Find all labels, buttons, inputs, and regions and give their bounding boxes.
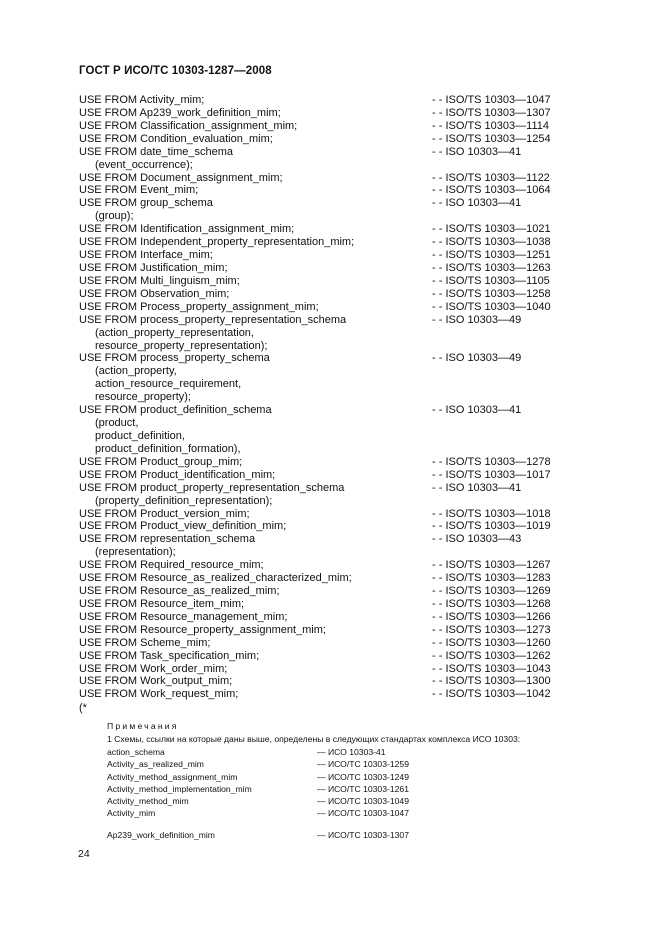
code-comment-ref: - - ISO/TS 10303—1019 bbox=[432, 520, 551, 533]
code-line bbox=[79, 340, 579, 353]
code-comment-ref: - - ISO 10303—41 bbox=[432, 197, 522, 210]
code-comment-ref: - - ISO 10303—41 bbox=[432, 404, 522, 417]
code-comment-ref: - - ISO 10303—41 bbox=[432, 145, 522, 158]
code-statement: resource_property); bbox=[95, 391, 191, 404]
code-comment-ref: - - ISO/TS 10303—1278 bbox=[432, 455, 551, 468]
code-comment-ref: - - ISO/TS 10303—1047 bbox=[432, 94, 551, 106]
notes-list-2 bbox=[107, 829, 520, 841]
code-line bbox=[79, 546, 579, 559]
note-row bbox=[107, 746, 520, 758]
code-comment-ref: - - ISO/TS 10303—1273 bbox=[432, 623, 551, 636]
code-line bbox=[79, 533, 579, 546]
code-statement: USE FROM Observation_mim; bbox=[79, 287, 230, 300]
note-row bbox=[107, 807, 520, 819]
code-line bbox=[79, 688, 579, 701]
code-line bbox=[79, 572, 579, 585]
code-line bbox=[79, 469, 579, 482]
code-line bbox=[79, 327, 579, 340]
code-line bbox=[79, 184, 579, 197]
page-header: ГОСТ Р ИСО/ТС 10303-1287—2008 bbox=[79, 65, 272, 77]
code-comment-ref: - - ISO/TS 10303—1043 bbox=[432, 662, 551, 675]
note-schema-name: Activity_method_implementation_mim bbox=[107, 783, 252, 794]
code-line bbox=[79, 430, 579, 443]
code-statement: USE FROM Identification_assignment_mim; bbox=[79, 223, 295, 236]
code-statement: USE FROM Ap239_work_definition_mim; bbox=[79, 106, 281, 119]
code-statement: USE FROM Product_identification_mim; bbox=[79, 468, 276, 481]
code-statement: (event_occurrence); bbox=[95, 158, 193, 171]
note-standard-ref: — ИСО/ТС 10303-1249 bbox=[317, 771, 409, 782]
code-comment-ref: - - ISO/TS 10303—1251 bbox=[432, 249, 551, 262]
code-comment-ref: - - ISO/TS 10303—1064 bbox=[432, 184, 551, 197]
code-statement: USE FROM Resource_property_assignment_mim; bbox=[79, 623, 326, 636]
code-line bbox=[79, 391, 579, 404]
code-statement: (action_property, bbox=[95, 365, 177, 378]
code-statement: USE FROM Classification_assignment_mim; bbox=[79, 119, 298, 132]
code-line bbox=[79, 443, 579, 456]
code-statement: USE FROM Resource_management_mim; bbox=[79, 610, 288, 623]
code-statement: USE FROM Task_specification_mim; bbox=[79, 649, 260, 662]
code-comment-ref: - - ISO/TS 10303—1266 bbox=[432, 610, 551, 623]
code-comment-ref: - - ISO 10303—41 bbox=[432, 481, 522, 494]
code-line bbox=[79, 107, 579, 120]
note-schema-name: Activity_method_assignment_mim bbox=[107, 771, 238, 782]
code-comment-ref: - - ISO/TS 10303—1122 bbox=[432, 171, 550, 184]
code-statement: USE FROM Product_view_definition_mim; bbox=[79, 520, 287, 533]
note-schema-name: Activity_as_realized_mim bbox=[107, 759, 204, 770]
code-comment-ref: - - ISO/TS 10303—1040 bbox=[432, 300, 551, 313]
code-line bbox=[79, 172, 579, 185]
code-comment-ref: - - ISO/TS 10303—1021 bbox=[432, 223, 551, 236]
note-standard-ref: — ИСО/ТС 10303-1307 bbox=[317, 829, 409, 840]
code-line bbox=[79, 520, 579, 533]
note-schema-name: action_schema bbox=[107, 747, 165, 757]
code-line bbox=[79, 378, 579, 391]
code-line bbox=[79, 675, 579, 688]
note-schema-name: Activity_method_mim bbox=[107, 796, 189, 807]
note-standard-ref: — ИСО/ТС 10303-1049 bbox=[317, 796, 409, 807]
code-statement: USE FROM Required_resource_mim; bbox=[79, 559, 264, 572]
code-statement: USE FROM Justification_mim; bbox=[79, 261, 228, 274]
code-line bbox=[79, 301, 579, 314]
code-statement: USE FROM Product_version_mim; bbox=[79, 507, 250, 520]
note-row bbox=[107, 783, 520, 795]
code-statement: USE FROM Interface_mim; bbox=[79, 249, 213, 262]
code-comment-ref: - - ISO/TS 10303—1038 bbox=[432, 236, 551, 249]
note-row bbox=[107, 771, 520, 783]
code-line bbox=[79, 495, 579, 508]
code-comment-ref: - - ISO/TS 10303—1105 bbox=[432, 274, 550, 287]
code-statement: (property_definition_representation); bbox=[95, 494, 273, 507]
code-statement: USE FROM Document_assignment_mim; bbox=[79, 171, 283, 184]
code-statement: USE FROM Resource_as_realized_characterized_mim; bbox=[79, 572, 352, 585]
note-standard-ref: — ИСО/ТС 10303-1261 bbox=[317, 783, 409, 794]
code-line bbox=[79, 146, 579, 159]
code-comment-ref: - - ISO/TS 10303—1268 bbox=[432, 597, 551, 610]
code-line bbox=[79, 288, 579, 301]
code-line bbox=[79, 262, 579, 275]
code-line bbox=[79, 197, 579, 210]
code-line bbox=[79, 352, 579, 365]
note-row bbox=[107, 758, 520, 770]
code-line bbox=[79, 624, 579, 637]
page-number: 24 bbox=[78, 848, 90, 860]
code-comment-ref: - - ISO/TS 10303—1267 bbox=[432, 559, 551, 572]
code-comment-ref: - - ISO/TS 10303—1307 bbox=[432, 106, 551, 119]
code-statement: (group); bbox=[95, 210, 134, 223]
code-comment-ref: - - ISO 10303—49 bbox=[432, 352, 522, 365]
code-statement: USE FROM Multi_linguism_mim; bbox=[79, 274, 240, 287]
code-statement: USE FROM product_property_representation_schema bbox=[79, 481, 345, 494]
code-line bbox=[79, 482, 579, 495]
code-statement: USE FROM Work_output_mim; bbox=[79, 675, 233, 688]
code-line bbox=[79, 236, 579, 249]
note-schema-name: Activity_mim bbox=[107, 808, 156, 819]
code-line bbox=[79, 417, 579, 430]
code-statement: USE FROM Resource_item_mim; bbox=[79, 597, 245, 610]
code-line bbox=[79, 275, 579, 288]
code-statement: USE FROM group_schema bbox=[79, 197, 213, 210]
code-line bbox=[79, 637, 579, 650]
code-statement: USE FROM Work_order_mim; bbox=[79, 662, 228, 675]
code-line bbox=[79, 133, 579, 146]
code-line bbox=[79, 585, 579, 598]
code-statement: USE FROM process_property_representation_schema bbox=[79, 313, 347, 326]
notes-intro: 1 Схемы, ссылки на которые даны выше, определены в следующих стандартах комплекса ИСО 10303: bbox=[107, 734, 521, 744]
code-statement: USE FROM Work_request_mim; bbox=[79, 688, 239, 701]
code-statement: (action_property_representation, bbox=[95, 326, 254, 339]
express-code-block bbox=[79, 94, 579, 701]
note-row bbox=[107, 829, 520, 841]
code-comment-ref: - - ISO/TS 10303—1263 bbox=[432, 261, 551, 274]
code-line bbox=[79, 249, 579, 262]
code-statement: (product, bbox=[95, 417, 139, 430]
note-schema-name: Ap239_work_definition_mim bbox=[107, 829, 215, 840]
code-statement: USE FROM representation_schema bbox=[79, 533, 256, 546]
note-standard-ref: — ИСО/ТС 10303-1259 bbox=[317, 759, 409, 770]
notes-section bbox=[107, 719, 520, 841]
code-statement: USE FROM Condition_evaluation_mim; bbox=[79, 132, 273, 145]
code-line bbox=[79, 94, 579, 107]
code-statement: product_definition_formation), bbox=[95, 442, 241, 455]
code-line bbox=[79, 611, 579, 624]
code-statement: USE FROM Product_group_mim; bbox=[79, 455, 243, 468]
code-comment-ref: - - ISO/TS 10303—1114 bbox=[432, 119, 549, 132]
code-line bbox=[79, 404, 579, 417]
code-statement: USE FROM Activity_mim; bbox=[79, 94, 205, 106]
code-statement: USE FROM Resource_as_realized_mim; bbox=[79, 585, 280, 598]
code-line bbox=[79, 159, 579, 172]
code-line bbox=[79, 210, 579, 223]
note-standard-ref: — ИСО/ТС 10303-1047 bbox=[317, 808, 409, 819]
code-line bbox=[79, 223, 579, 236]
code-comment-ref: - - ISO/TS 10303—1262 bbox=[432, 649, 551, 662]
code-statement: USE FROM product_definition_schema bbox=[79, 404, 272, 417]
code-line bbox=[79, 663, 579, 676]
code-line bbox=[79, 508, 579, 521]
code-comment-ref: - - ISO/TS 10303—1018 bbox=[432, 507, 551, 520]
note-standard-ref: — ИСО 10303-41 bbox=[317, 747, 386, 757]
code-line bbox=[79, 456, 579, 469]
code-statement: USE FROM Scheme_mim; bbox=[79, 636, 211, 649]
code-comment-ref: - - ISO 10303—43 bbox=[432, 533, 522, 546]
comment-open: (* bbox=[79, 702, 87, 714]
code-line bbox=[79, 314, 579, 327]
code-statement: action_resource_requirement, bbox=[95, 378, 242, 391]
code-comment-ref: - - ISO/TS 10303—1269 bbox=[432, 585, 551, 598]
notes-title: Примечания bbox=[107, 721, 179, 731]
code-line bbox=[79, 559, 579, 572]
code-line bbox=[79, 598, 579, 611]
code-comment-ref: - - ISO 10303—49 bbox=[432, 313, 522, 326]
code-comment-ref: - - ISO/TS 10303—1042 bbox=[432, 688, 551, 701]
code-comment-ref: - - ISO/TS 10303—1283 bbox=[432, 572, 551, 585]
code-comment-ref: - - ISO/TS 10303—1300 bbox=[432, 675, 551, 688]
notes-list bbox=[107, 746, 520, 820]
code-line bbox=[79, 650, 579, 663]
code-line bbox=[79, 120, 579, 133]
code-statement: resource_property_representation); bbox=[95, 339, 268, 352]
code-line bbox=[79, 365, 579, 378]
code-comment-ref: - - ISO/TS 10303—1254 bbox=[432, 132, 551, 145]
note-row bbox=[107, 795, 520, 807]
code-statement: USE FROM Process_property_assignment_mim; bbox=[79, 300, 319, 313]
code-comment-ref: - - ISO/TS 10303—1258 bbox=[432, 287, 551, 300]
code-statement: product_definition, bbox=[95, 429, 185, 442]
code-comment-ref: - - ISO/TS 10303—1260 bbox=[432, 636, 551, 649]
code-statement: USE FROM process_property_schema bbox=[79, 352, 270, 365]
code-statement: USE FROM Event_mim; bbox=[79, 184, 199, 197]
code-statement: USE FROM date_time_schema bbox=[79, 145, 234, 158]
code-comment-ref: - - ISO/TS 10303—1017 bbox=[432, 468, 551, 481]
code-statement: (representation); bbox=[95, 546, 176, 559]
code-statement: USE FROM Independent_property_representation_mim; bbox=[79, 236, 355, 249]
